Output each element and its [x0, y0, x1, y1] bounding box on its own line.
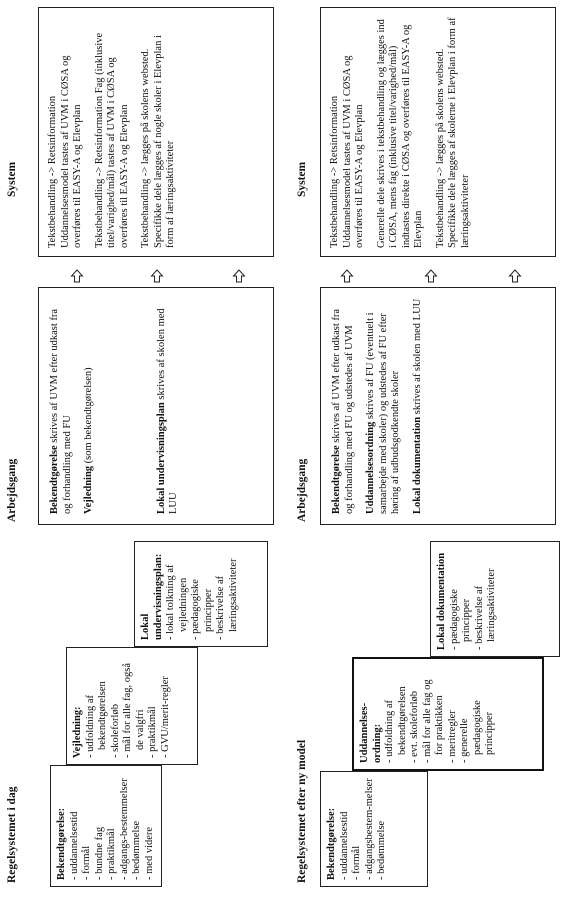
list-item: - bedømmelse — [131, 772, 144, 880]
work-paragraph — [331, 298, 356, 514]
bottom-title: Regelsystemet efter ny model — [296, 739, 308, 883]
right-arrow-icon — [70, 269, 84, 283]
card-list — [449, 548, 499, 650]
work-paragraph — [365, 298, 403, 514]
list-item: - generelle pædagogiske principper — [459, 665, 497, 763]
work-term: Bekendtgørelse — [331, 445, 342, 514]
bottom-system-heading: System — [296, 161, 308, 197]
top-system-box — [38, 7, 274, 257]
list-item: - pædagogiske principper — [449, 548, 474, 650]
work-paragraph — [49, 298, 74, 514]
list-item: - med videre — [144, 772, 157, 880]
list-item: - udfoldning af bekendtgørelsen — [85, 654, 110, 758]
list-item: - bundne fag — [94, 772, 107, 880]
list-item: - mål for alle fag og for praktikken — [422, 665, 447, 763]
right-arrow-icon — [424, 269, 438, 283]
work-paragraph — [156, 298, 181, 514]
list-item: - bedømmelse — [376, 778, 389, 880]
system-paragraph: Tekstbehandling -> lægges på skolens websted. Specifikke dele lægges af skolerne i Elevplan i form af læringsaktiviteter — [434, 17, 471, 248]
work-text: skrives af FU (eventuelt i samarbejde med skoler) og udstedes af FU efter høring af udbudsgodkendte skoler — [365, 312, 401, 514]
bottom-system-box — [320, 7, 556, 257]
list-item: - evt. skoleforløb — [409, 665, 422, 763]
top-system-heading: System — [6, 161, 18, 197]
bottom-arbejdsgang-box — [320, 287, 556, 525]
card-list — [69, 772, 157, 880]
system-paragraph: Tekstbehandling -> Retsinformation Uddannelsesmodel tastes af UVM i CØSA og overføres til EASY-A og Elevplan — [329, 55, 365, 248]
list-item: - uddannelsestid — [339, 778, 352, 880]
card-list — [165, 548, 240, 640]
list-item: - udfoldning af bekendtgørelsen — [384, 665, 409, 763]
work-text: skrives af skolen med LUU — [155, 308, 179, 514]
list-item: - uddannelsestid — [69, 772, 82, 880]
card-header: Bekendtgørelse: — [326, 807, 337, 880]
system-paragraph: Tekstbehandling -> Retsinformation Fag (inklusive titel/varighed/mål) tastes af UVM i CØSA og overføres til EASY-A og Elevplan — [93, 32, 130, 248]
card-header: Uddannelses-ordning: — [359, 702, 383, 763]
work-paragraph — [412, 298, 425, 514]
list-item: - adgangsbestem-melser — [364, 778, 377, 880]
system-paragraph: Tekstbehandling -> lægges på skolens websted. Specifikke dele lægges af nogle skoler i Elevplan i form af læringsaktiviteter — [140, 35, 176, 248]
list-item: - adgangs-bestemmelser — [119, 772, 132, 880]
list-item: - formål — [81, 772, 94, 880]
card-header: Lokal dokumentation — [436, 552, 447, 650]
card-header: Lokal undervisningsplan: — [140, 553, 164, 640]
top-bekendtgorelse-card — [50, 765, 162, 887]
right-arrow-icon — [232, 269, 246, 283]
work-text: skrives af UVM efter udkast fra og forhandling med FU — [49, 308, 73, 514]
right-arrow-icon — [340, 269, 354, 283]
list-item: - mål for alle fag, også de valgfri — [122, 654, 147, 758]
list-item: - beskrivelse af læringsaktiviteter — [474, 548, 499, 650]
list-item: - skoleforløb — [110, 654, 123, 758]
work-text: skrives af UVM efter udkast fra og forhandling med FU og udstedes af UVM — [331, 308, 355, 514]
list-item: - praktikmål — [147, 654, 160, 758]
work-text: (som bekendtgørelsen) — [83, 367, 94, 466]
bottom-bekendtgorelse-card — [320, 771, 428, 887]
bottom-lokal-dokumentation-card — [430, 541, 560, 657]
card-header: Bekendtgørelse: — [56, 807, 67, 880]
list-item: - lokal tolkning af vejledningen — [165, 548, 190, 640]
list-item: - praktikmål — [106, 772, 119, 880]
list-item: - beskrivelse af læringsaktiviteter — [215, 548, 240, 640]
top-vejledning-card — [66, 647, 198, 765]
card-list — [85, 654, 173, 758]
list-item: - GVU/merit-regler — [160, 654, 173, 758]
right-arrow-icon — [150, 269, 164, 283]
work-text: skrives af skolen med LUU — [411, 298, 423, 417]
right-arrow-icon — [508, 269, 522, 283]
top-title: Regelsystemet i dag — [6, 786, 18, 883]
work-term: Lokal undervisningsplan — [155, 402, 167, 514]
top-arbejdsgang-box — [38, 287, 274, 525]
work-term: Lokal dokumentation — [411, 416, 423, 514]
bottom-uddannelsesordning-card — [352, 657, 544, 771]
list-item: - formål — [351, 778, 364, 880]
list-item: - meritregler — [447, 665, 460, 763]
work-term: Vejledning — [83, 465, 94, 514]
system-paragraph: Tekstbehandling -> Retsinformation Uddannelsesmodel tastes af UVM i CØSA og overføres til EASY-A og Elevplan — [47, 55, 83, 248]
card-list — [384, 665, 497, 763]
system-paragraph: Generelle dele skrives i tekstbehandling og lægges ind i CØSA, mens fag (inklusive titel/varighed/mål) indtastes direkte i CØSA og overføres til EASY-A og Elevplan — [375, 19, 424, 248]
top-lokal-undervisningsplan-card — [134, 541, 268, 647]
list-item: - pædagogiske principper — [190, 548, 215, 640]
work-paragraph — [83, 298, 96, 514]
card-header: Vejledning: — [72, 706, 83, 758]
top-arbejdsgang-heading: Arbejdsgang — [6, 458, 18, 522]
bottom-arbejdsgang-heading: Arbejdsgang — [296, 458, 308, 522]
work-term: Bekendtgørelse — [49, 445, 60, 514]
card-list — [339, 778, 389, 880]
work-term: Uddannelsesordning — [365, 421, 376, 514]
